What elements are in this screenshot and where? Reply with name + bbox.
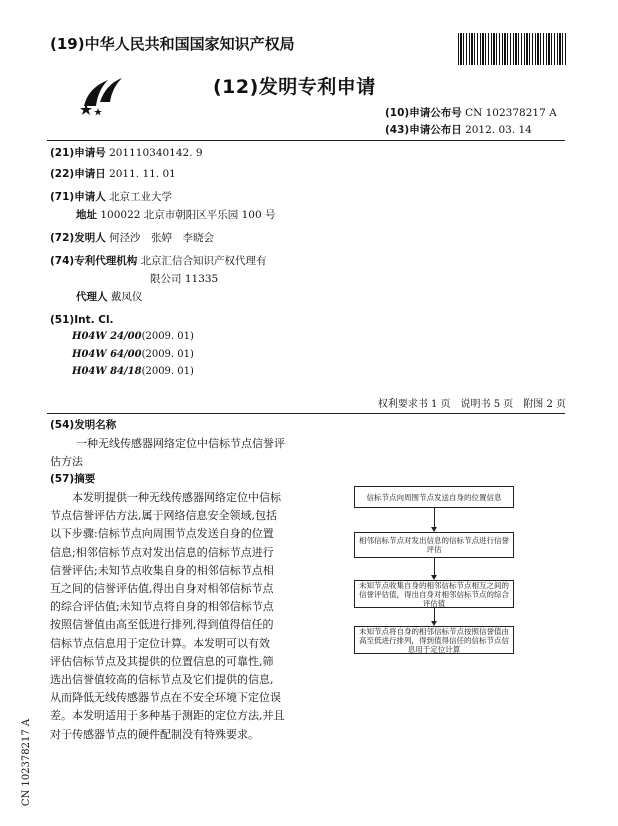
invention-title: 一种无线传感器网络定位中信标节点信誉评 — [76, 437, 285, 450]
abstract-line: 信息;相邻信标节点对发出信息的信标节点进行 — [50, 545, 274, 559]
abstract-line: 按照信誉值由高至低进行排列,得到值得信任的 — [50, 618, 274, 632]
abstract-line: 本发明提供一种无线传感器网络定位中信标 — [72, 491, 281, 504]
office-name: (19)中华人民共和国国家知识产权局 — [50, 35, 295, 53]
abstract-line: 选出信誉值较高的信标节点及它们提供的信息, — [50, 673, 274, 687]
abstract-line: 对于传感器节点的硬件配制没有特殊要求。 — [50, 727, 259, 741]
flow-connector — [434, 608, 435, 622]
abstract-line: 互之间的信誉评估值,得出自身对相邻信标节点 — [50, 582, 274, 596]
barcode — [458, 33, 568, 65]
ipc-code: H04W 24/00(2009. 01) — [72, 331, 194, 342]
cnipa-logo — [78, 72, 126, 118]
pages-summary: 权利要求书 1 页 说明书 5 页 附图 2 页 — [377, 399, 566, 410]
flow-connector — [434, 508, 435, 528]
abstract-line: 信标节点信息用于定位计算。本发明可以有效 — [50, 636, 270, 650]
patent-agency: (74)专利代理机构 北京汇信合知识产权代理有 — [50, 255, 267, 267]
side-publication-code: CN 102378217 A — [21, 718, 33, 807]
applicant: (71)申请人 北京工业大学 — [50, 191, 173, 203]
patent-agency-cont: 限公司 11335 — [150, 273, 219, 285]
application-date: (22)申请日 2011. 11. 01 — [50, 168, 176, 180]
header-divider — [47, 140, 565, 141]
abstract-line: 信誉评估;未知节点收集自身的相邻信标节点相 — [50, 563, 274, 577]
title-label: (54)发明名称 — [50, 419, 117, 431]
abstract-line: 差。本发明适用于多种基于测距的定位方法,并且 — [50, 709, 285, 723]
abstract-line: 的综合评估值;未知节点将自身的相邻信标节点 — [50, 600, 274, 614]
document-type: (12)发明专利申请 — [213, 76, 376, 98]
flow-step-2: 相邻信标节点对发出信息的信标节点进行信誉评估 — [354, 532, 514, 558]
publication-date: (43)申请公布日 2012. 03. 14 — [385, 124, 532, 136]
flow-connector — [434, 558, 435, 576]
biblio-divider — [47, 413, 565, 414]
abstract-label: (57)摘要 — [50, 473, 96, 485]
ipc-code: H04W 64/00(2009. 01) — [72, 349, 194, 360]
int-cl-label: (51)Int. Cl. — [50, 314, 114, 326]
flow-step-3: 未知节点收集自身的相邻信标节点相互之间的信誉评估值，得出自身对相邻信标节点的综合评估值 — [354, 580, 514, 608]
inventors: (72)发明人 何泾沙 张婷 李晓会 — [50, 232, 215, 244]
ipc-code: H04W 84/18(2009. 01) — [72, 366, 194, 377]
abstract-line: 从而降低无线传感器节点在不安全环境下定位误 — [50, 691, 281, 705]
abstract-line: 以下步骤:信标节点向周围节点发送自身的位置 — [50, 527, 274, 541]
abstract-line: 评估信标节点及其提供的位置信息的可靠性,筛 — [50, 654, 274, 668]
address: 地址 100022 北京市朝阳区平乐园 100 号 — [76, 209, 276, 221]
agent: 代理人 戴凤仪 — [76, 291, 143, 303]
abstract-line: 节点信誉评估方法,属于网络信息安全领域,包括 — [50, 509, 277, 523]
publication-number: (10)申请公布号 CN 102378217 A — [385, 107, 557, 119]
flow-step-1: 信标节点向周围节点发送自身的位置信息 — [354, 486, 514, 508]
flow-step-4: 未知节点将自身的相邻信标节点按照信誉值由高至低进行排列，得到值得信任的信标节点信息用于定位计算 — [354, 626, 514, 654]
abstract-text — [50, 489, 300, 744]
invention-title-cont: 估方法 — [50, 455, 83, 468]
application-number: (21)申请号 201110340142. 9 — [50, 147, 203, 159]
